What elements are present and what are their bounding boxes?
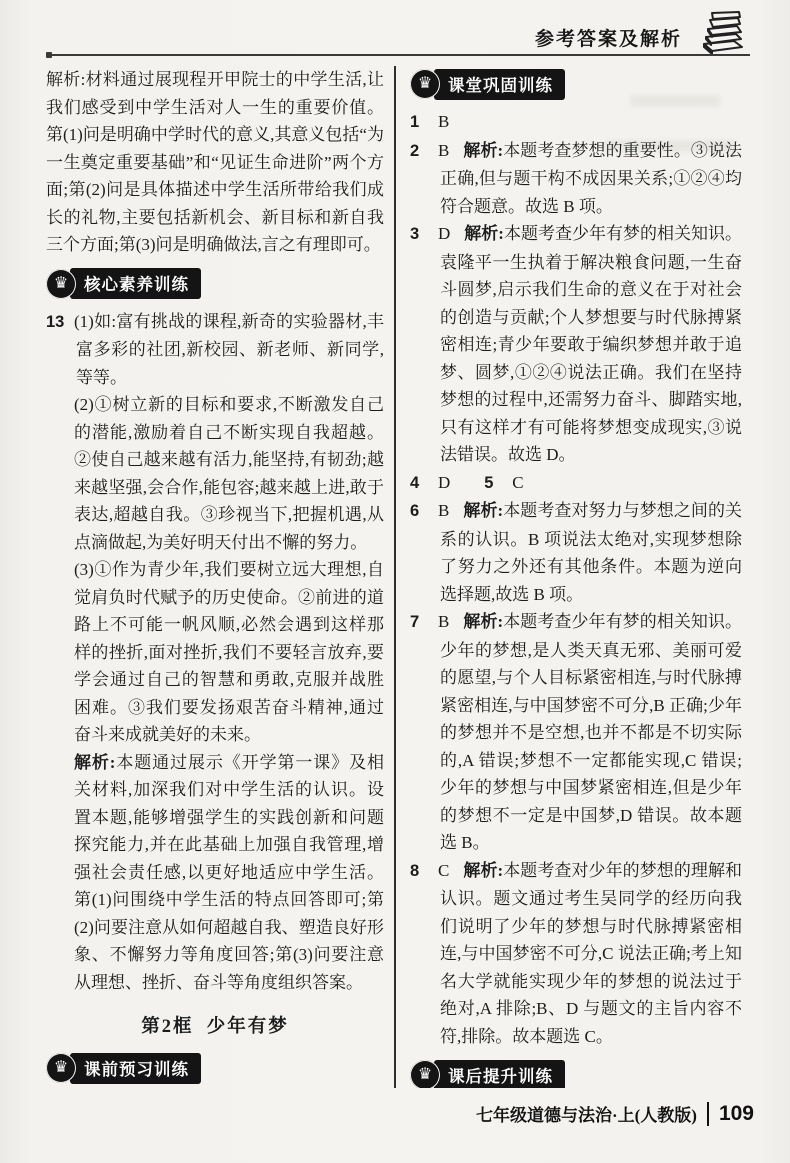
explanation-text: 本题考查少年有梦的相关知识。袁隆平一生执着于解决粮食问题,一生奋斗圆梦,启示我们生命的意义在于对社会的创造与贡献;个人梦想要与时代脉搏紧密相连;青少年要敢于编织梦想并敢于追梦、圆梦,①②④说法正确。我们在坚持梦想的过程中,还需努力奋斗、脚踏实地,只有这样才有可能将梦想变成现实,③说法错误。故选 D。: [440, 224, 742, 464]
book-title: 七年级道德与法治·上(人教版): [475, 1106, 697, 1125]
jiexi-label: 解析:: [74, 752, 116, 772]
answer-letter: D: [438, 224, 451, 243]
section-badge-label: 课后提升训练: [434, 1060, 565, 1089]
question-number: 4: [410, 473, 420, 492]
answer-letter: B: [438, 112, 450, 131]
answer-item: [410, 469, 742, 498]
jiexi-label: 解析:: [464, 224, 504, 243]
answer-item: [410, 137, 742, 221]
continued-analysis-paragraph: 解析:材料通过展现程开甲院士的中学生活,让我们感受到中学生活对人一生的重要价值。第(1)问是明确中学时代的意义,其意义包括“为一生奠定重要基础”和“见证生命进阶”两个方面;第(2)问是具体描述中学生活所带给我们成长的礼物,主要包括新机会、新目标和新自我三个方面;第(3)问是明确做法,言之有理即可。: [46, 70, 384, 254]
answer-letter: D: [438, 472, 451, 492]
answer-text: (1)如:富有挑战的课程,新奇的实验器材,丰富多彩的社团,新校园、新老师、新同学,等等。: [74, 311, 384, 387]
chapter-heading: 第2框 少年有梦: [141, 1017, 289, 1037]
answer-item: [410, 608, 742, 857]
jiexi-label: 解析:: [463, 140, 504, 160]
page-title: 参考答案及解析: [534, 29, 682, 50]
analysis-paragraph: [46, 749, 384, 997]
answer-text: (2)①树立新的目标和要求,不断激发自己的潜能,激励着自己不断实现自我超越。②使自己越来越有活力,能坚持,有韧劲;越来越坚强,会合作,能包容;越来越上进,敢于表达,超越自我。③珍视当下,把握机遇,从点滴做起,为美好明天付出不懈的努力。: [74, 395, 384, 552]
right-column: [394, 66, 742, 1088]
jiexi-label: 解析:: [463, 501, 504, 520]
answer-item: [46, 308, 384, 392]
crown-icon: ♛: [410, 69, 440, 99]
section-badge-after-class-training: [410, 1059, 742, 1088]
books-stack-icon: [694, 8, 750, 58]
explanation-text: 本题考查对少年的梦想的理解和认识。题文通过考生吴同学的经历向我们说明了少年的梦想与时代脉搏紧密相连,与中国梦密不可分,C 说法正确;考上知名大学就能实现少年的梦想的说法过于绝对,A 排除;B、D 与题文的主旨内容不符,排除。故本题选 C。: [440, 860, 742, 1046]
question-number: 8: [410, 861, 420, 880]
crown-icon: ♛: [46, 269, 76, 299]
section-badge-core-training: [46, 268, 384, 300]
answer-item: [410, 108, 742, 137]
explanation-text: 本题考查梦想的重要性。③说法正确,但与题干构不成因果关系;①②④均符合题意。故选 B 项。: [440, 140, 742, 216]
section-badge-label: 课前预习训练: [70, 1053, 201, 1084]
header-divider: [52, 54, 750, 56]
question-number: 1: [410, 113, 420, 131]
crown-icon: ♛: [410, 1060, 440, 1088]
section-badge-preview-training: [46, 1052, 384, 1084]
answer-item: [410, 220, 742, 469]
section-badge-label: 核心素养训练: [70, 268, 201, 299]
question-number: 13: [46, 312, 65, 331]
question-number: 7: [410, 613, 420, 631]
section-badge-label: 课堂巩固训练: [434, 69, 565, 100]
page-number: 109: [707, 1102, 754, 1126]
question-number: 2: [410, 141, 420, 160]
answer-item: [410, 857, 742, 1051]
jiexi-label: 解析:: [463, 860, 504, 880]
question-number: 5: [484, 473, 494, 492]
answer-letter: C: [512, 472, 524, 492]
answer-text: (3)①作为青少年,我们要树立远大理想,自觉肩负时代赋予的历史使命。②前进的道路上不可能一帆风顺,必然会遇到这样那样的挫折,面对挫折,我们不要轻言放弃,要学会通过自己的智慧和勇敢,克服并战胜困难。③我们要发扬艰苦奋斗精神,通过奋斗来成就美好的未来。: [74, 560, 384, 744]
page-footer: [476, 1101, 754, 1126]
jiexi-label: 解析:: [463, 612, 504, 631]
answer-letter: B: [438, 612, 450, 631]
question-number: 3: [410, 225, 420, 243]
left-column: [46, 66, 394, 1088]
analysis-text: 本题通过展示《开学第一课》及相关材料,加深我们对中学生活的认识。设置本题,能够增强学生的实践创新和问题探究能力,并在此基础上加强自我管理,增强社会责任感,以更好地适应中学生活。第(1)问围绕中学生活的特点回答即可;第(2)问要注意从如何超越自我、塑造良好形象、不懈努力等角度回答;第(3)问要注意从理想、挫折、奋斗等角度组织答案。: [74, 752, 384, 992]
explanation-text: 本题考查少年有梦的相关知识。少年的梦想,是人类天真无邪、美丽可爱的愿望,与个人目标紧密相连,与时代脉搏紧密相连,与中国梦密不可分,B 正确;少年的梦想并不是空想,也并不都是不切实际的,A 错误;梦想不一定都能实现,C 错误;少年的梦想与中国梦紧密相连,但是少年的梦想不一定是中国梦,D 错误。故本题选 B。: [440, 612, 742, 852]
question-13-block: [46, 308, 384, 997]
section-badge-class-training: [410, 68, 742, 100]
explanation-text: 本题考查对努力与梦想之间的关系的认识。B 项说法太绝对,实现梦想除了努力之外还有其他条件。本题为逆向选择题,故选 B 项。: [440, 501, 742, 604]
crown-icon: ♛: [46, 1053, 76, 1083]
two-column-layout: [46, 66, 752, 1088]
answer-letter: B: [438, 140, 450, 160]
question-number: 6: [410, 502, 420, 520]
answer-letter: B: [438, 501, 450, 520]
answer-item: [410, 497, 742, 608]
answer-letter: C: [438, 860, 450, 880]
